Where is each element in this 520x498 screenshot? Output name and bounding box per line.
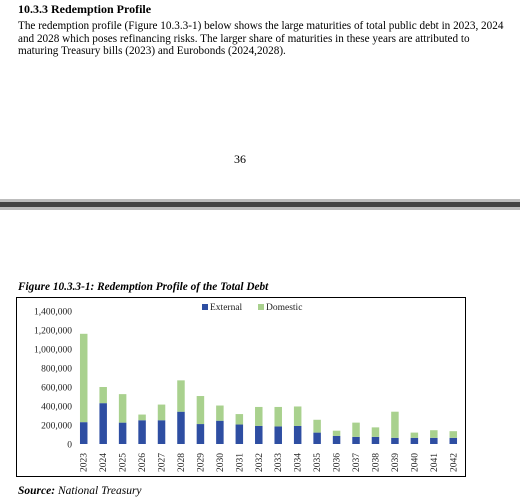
page-number: 36 bbox=[234, 152, 246, 166]
x-tick-label: 2042 bbox=[449, 453, 460, 472]
bar-domestic-2023 bbox=[80, 334, 88, 422]
x-tick-label: 2036 bbox=[332, 453, 343, 472]
bar-domestic-2026 bbox=[138, 415, 146, 421]
source-text: National Treasury bbox=[55, 485, 142, 497]
x-tick-label: 2040 bbox=[410, 453, 421, 472]
x-tick-label: 2027 bbox=[157, 453, 168, 472]
x-tick-label: 2026 bbox=[138, 453, 149, 472]
bar-external-2031 bbox=[236, 425, 244, 444]
page-separator bbox=[0, 199, 520, 210]
x-tick-label: 2039 bbox=[390, 453, 401, 472]
bar-external-2027 bbox=[158, 420, 166, 444]
bar-external-2041 bbox=[430, 438, 438, 444]
legend-swatch-external bbox=[202, 304, 208, 310]
y-tick-label: 1,400,000 bbox=[34, 307, 72, 318]
bar-external-2037 bbox=[352, 437, 360, 444]
x-tick-label: 2031 bbox=[235, 453, 246, 472]
y-tick-label: 1,200,000 bbox=[34, 326, 72, 337]
bar-domestic-2040 bbox=[411, 433, 419, 438]
source-label: Source: bbox=[18, 485, 56, 497]
section-heading: 10.3.3 Redemption Profile bbox=[18, 2, 152, 16]
bar-domestic-2042 bbox=[450, 431, 458, 438]
x-tick-label: 2037 bbox=[352, 453, 363, 472]
section-paragraph: The redemption profile (Figure 10.3.3-1) below shows the large maturities of total public debt in 2023, 2024 and 2028 which poses refinancing risks. The larger share of maturities in these years are attributed to maturing Treasury bills (2023) and Eurobonds (2024,2028). bbox=[18, 20, 504, 57]
bar-external-2042 bbox=[450, 438, 458, 444]
x-tick-label: 2025 bbox=[118, 453, 129, 472]
y-tick-label: 800,000 bbox=[41, 364, 72, 375]
bar-external-2024 bbox=[99, 403, 107, 444]
bar-external-2030 bbox=[216, 421, 224, 444]
figure-title: Figure 10.3.3-1: Redemption Profile of the Total Debt bbox=[18, 281, 269, 293]
bar-external-2038 bbox=[372, 437, 380, 444]
chart-frame bbox=[16, 297, 466, 477]
legend-label-external: External bbox=[210, 303, 243, 313]
x-tick-label: 2032 bbox=[254, 453, 265, 472]
bar-domestic-2031 bbox=[236, 414, 244, 424]
bar-domestic-2029 bbox=[197, 396, 205, 424]
redemption-chart bbox=[17, 298, 465, 476]
bar-domestic-2027 bbox=[158, 405, 166, 421]
bar-external-2026 bbox=[138, 420, 146, 444]
bar-external-2033 bbox=[274, 426, 282, 444]
bar-domestic-2030 bbox=[216, 406, 224, 421]
bar-domestic-2041 bbox=[430, 430, 438, 438]
bar-external-2029 bbox=[197, 424, 205, 444]
y-tick-label: 200,000 bbox=[41, 421, 72, 432]
bar-domestic-2036 bbox=[333, 431, 341, 436]
bar-external-2028 bbox=[177, 412, 185, 444]
bar-external-2040 bbox=[411, 438, 419, 444]
y-tick-label: 0 bbox=[67, 440, 72, 451]
legend-swatch-domestic bbox=[258, 304, 264, 310]
x-tick-label: 2028 bbox=[176, 453, 187, 472]
x-tick-label: 2041 bbox=[429, 453, 440, 472]
bar-domestic-2035 bbox=[313, 420, 321, 433]
bar-external-2036 bbox=[333, 436, 341, 444]
x-tick-label: 2033 bbox=[274, 453, 285, 472]
x-tick-label: 2023 bbox=[79, 453, 90, 472]
bar-external-2025 bbox=[119, 423, 127, 444]
bar-domestic-2034 bbox=[294, 406, 302, 425]
x-tick-label: 2030 bbox=[215, 453, 226, 472]
bar-external-2032 bbox=[255, 426, 263, 444]
figure-source bbox=[18, 485, 142, 497]
y-tick-label: 400,000 bbox=[41, 402, 72, 413]
bar-external-2035 bbox=[313, 433, 321, 444]
bar-domestic-2032 bbox=[255, 407, 263, 426]
x-tick-label: 2024 bbox=[99, 453, 110, 472]
x-tick-label: 2034 bbox=[293, 453, 304, 472]
bar-domestic-2037 bbox=[352, 423, 360, 437]
bar-external-2039 bbox=[391, 438, 399, 444]
legend-label-domestic: Domestic bbox=[266, 303, 303, 313]
bar-domestic-2039 bbox=[391, 412, 399, 438]
y-tick-label: 600,000 bbox=[41, 383, 72, 394]
y-tick-label: 1,000,000 bbox=[34, 345, 72, 356]
x-tick-label: 2029 bbox=[196, 453, 207, 472]
bar-external-2034 bbox=[294, 426, 302, 444]
bar-domestic-2033 bbox=[274, 407, 282, 426]
bar-domestic-2028 bbox=[177, 380, 185, 411]
x-tick-label: 2038 bbox=[371, 453, 382, 472]
x-tick-label: 2035 bbox=[313, 453, 324, 472]
bar-domestic-2025 bbox=[119, 394, 127, 423]
bar-domestic-2024 bbox=[99, 387, 107, 403]
bar-external-2023 bbox=[80, 422, 88, 444]
bar-domestic-2038 bbox=[372, 427, 380, 437]
